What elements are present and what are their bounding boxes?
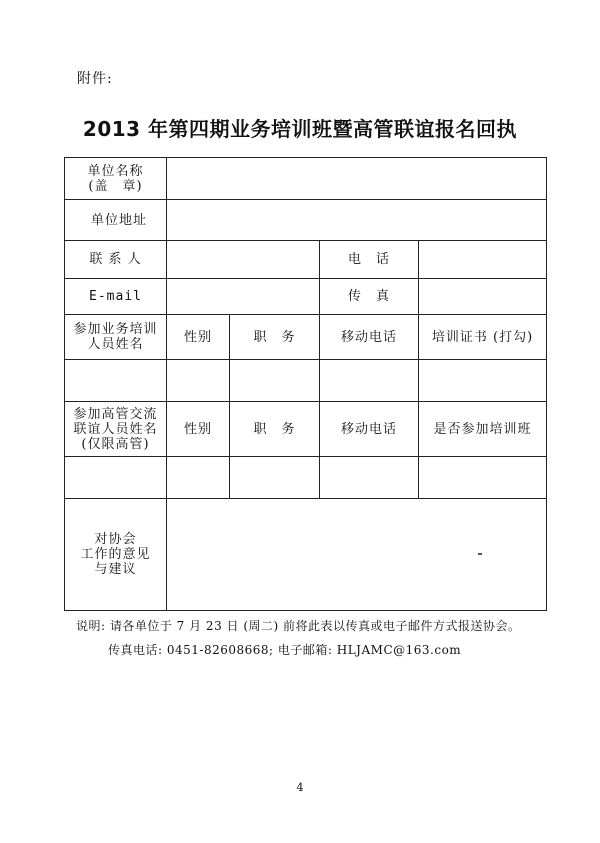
certificate-header: 培训证书 (打勾) [419,315,547,360]
exec-attend-field[interactable] [419,457,547,499]
unit-address-label: 单位地址 [65,200,167,241]
feedback-label [65,499,167,611]
unit-name-text: 单位名称 [87,163,144,179]
training-name-field[interactable] [65,360,167,402]
training-mobile-field[interactable] [320,360,419,402]
training-gender-field[interactable] [167,360,230,402]
fax-label: 传 真 [320,279,419,315]
attend-training-header: 是否参加培训班 [419,402,547,457]
row-contact [65,241,547,279]
feedback-field[interactable] [167,499,547,611]
page-title: 2013 年第四期业务培训班暨高管联谊报名回执 [82,117,518,141]
mobile2-header: 移动电话 [320,402,419,457]
position2-header: 职 务 [230,402,320,457]
note-line-2: 传真电话: 0451-82608668; 电子邮箱: HLJAMC@163.com [108,643,462,657]
row-training-entry [65,360,547,402]
row-training-header [65,315,547,360]
training-position-field[interactable] [230,360,320,402]
mobile-header: 移动电话 [320,315,419,360]
page-number: 4 [296,781,304,794]
exec-name-field[interactable] [65,457,167,499]
training-attendees-label: 参加业务培训人员姓名 [65,315,167,360]
gender-header: 性别 [167,315,230,360]
feedback-line-1: 对协会 [94,532,137,547]
feedback-line-3: 与建议 [94,562,137,577]
exec-mobile-field[interactable] [320,457,419,499]
email-field[interactable] [167,279,320,315]
row-unit-address [65,200,547,241]
exec-position-field[interactable] [230,457,320,499]
attachment-label: 附件: [77,71,113,87]
fax-field[interactable] [419,279,547,315]
feedback-line-2: 工作的意见 [80,547,151,562]
row-feedback [65,499,547,611]
training-certificate-field[interactable] [419,360,547,402]
registration-form-table [64,157,547,611]
contact-person-field[interactable] [167,241,320,279]
contact-person-label: 联 系 人 [65,241,167,279]
unit-name-field[interactable] [167,158,547,200]
email-label: E-mail [65,279,167,315]
gender2-header: 性别 [167,402,230,457]
exec-gender-field[interactable] [167,457,230,499]
exec-attendees-label: 参加高管交流联谊人员姓名(仅限高管) [65,402,167,457]
row-unit-name [65,158,547,200]
seal-text: (盖 章) [88,178,143,194]
row-email [65,279,547,315]
position-header: 职 务 [230,315,320,360]
phone-field[interactable] [419,241,547,279]
phone-label: 电 话 [320,241,419,279]
scan-speck [478,553,482,555]
unit-name-label [65,158,167,200]
row-exec-header [65,402,547,457]
note-line-1: 说明: 请各单位于 7 月 23 日 (周二) 前将此表以传真或电子邮件方式报送协会。 [76,619,521,633]
row-exec-entry [65,457,547,499]
unit-address-field[interactable] [167,200,547,241]
